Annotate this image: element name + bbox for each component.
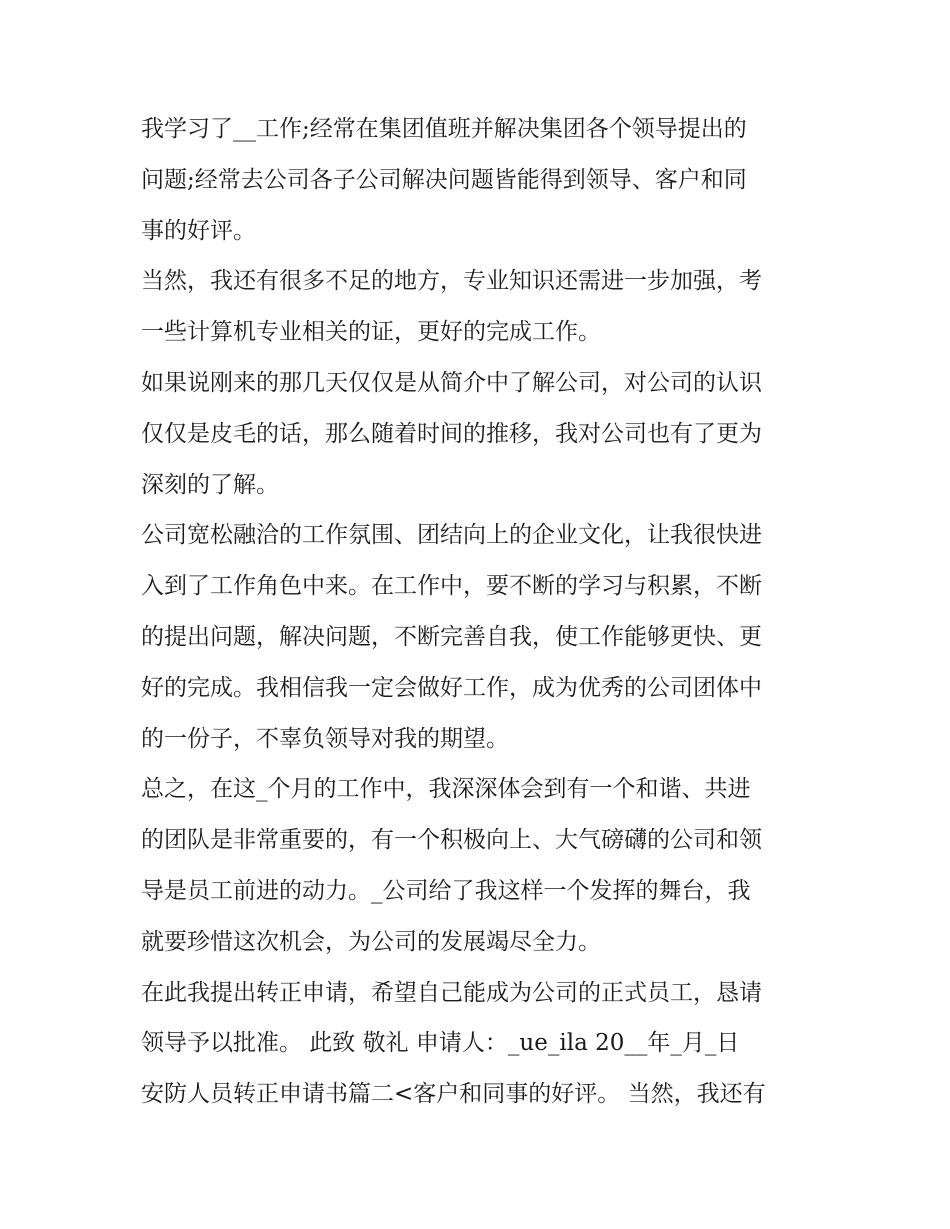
text-line: 总之，在这_个月的工作中，我深深体会到有一个和谐、共进 (141, 776, 751, 803)
text-line: 深刻的了解。 (141, 471, 279, 498)
text-line: 好的完成。我相信我一定会做好工作，成为优秀的公司团体中 (141, 674, 762, 701)
paragraph-6 (141, 968, 813, 1070)
text-line: 领导予以批准。 此致 敬礼 申请人：_ue_ila 20__年_月_日 (141, 1030, 740, 1057)
paragraph-2 (141, 256, 813, 358)
text-line: 如果说刚来的那几天仅仅是从简介中了解公司，对公司的认识 (141, 369, 762, 396)
text-line: 的提出问题，解决问题，不断完善自我，使工作能够更快、更 (141, 623, 762, 650)
text-line: 我学习了__工作;经常在集团值班并解决集团各个领导提出的 (141, 116, 747, 142)
paragraph-4 (141, 510, 813, 764)
text-line: 一些计算机专业相关的证，更好的完成工作。 (141, 319, 601, 346)
paragraph-1 (141, 104, 813, 256)
text-line: 事的好评。 (141, 217, 256, 244)
text-line: 的团队是非常重要的，有一个积极向上、大气磅礴的公司和领 (141, 827, 762, 854)
text-line: 的一份子，不辜负领导对我的期望。 (141, 725, 509, 752)
text-line: 问题;经常去公司各子公司解决问题皆能得到领导、客户和同 (141, 166, 747, 193)
text-line: 入到了工作角色中来。在工作中，要不断的学习与积累，不断 (141, 573, 762, 600)
text-line: 当然，我还有很多不足的地方，专业知识还需进一步加强，考 (141, 268, 762, 295)
text-line: 在此我提出转正申请，希望自己能成为公司的正式员工，恳请 (141, 979, 762, 1006)
document-body (141, 104, 813, 1120)
text-line: 导是员工前进的动力。_公司给了我这样一个发挥的舞台，我 (141, 877, 751, 904)
text-line: 仅仅是皮毛的话，那么随着时间的推移，我对公司也有了更为 (141, 420, 762, 447)
text-line: 公司宽松融洽的工作氛围、团结向上的企业文化，让我很快进 (141, 522, 762, 549)
text-line: 安防人员转正申请书篇二<客户和同事的好评。 当然，我还有 (141, 1081, 766, 1108)
paragraph-3 (141, 358, 813, 510)
paragraph-7 (141, 1069, 813, 1120)
text-line: 就要珍惜这次机会，为公司的发展竭尽全力。 (141, 928, 601, 955)
paragraph-5 (141, 764, 813, 967)
